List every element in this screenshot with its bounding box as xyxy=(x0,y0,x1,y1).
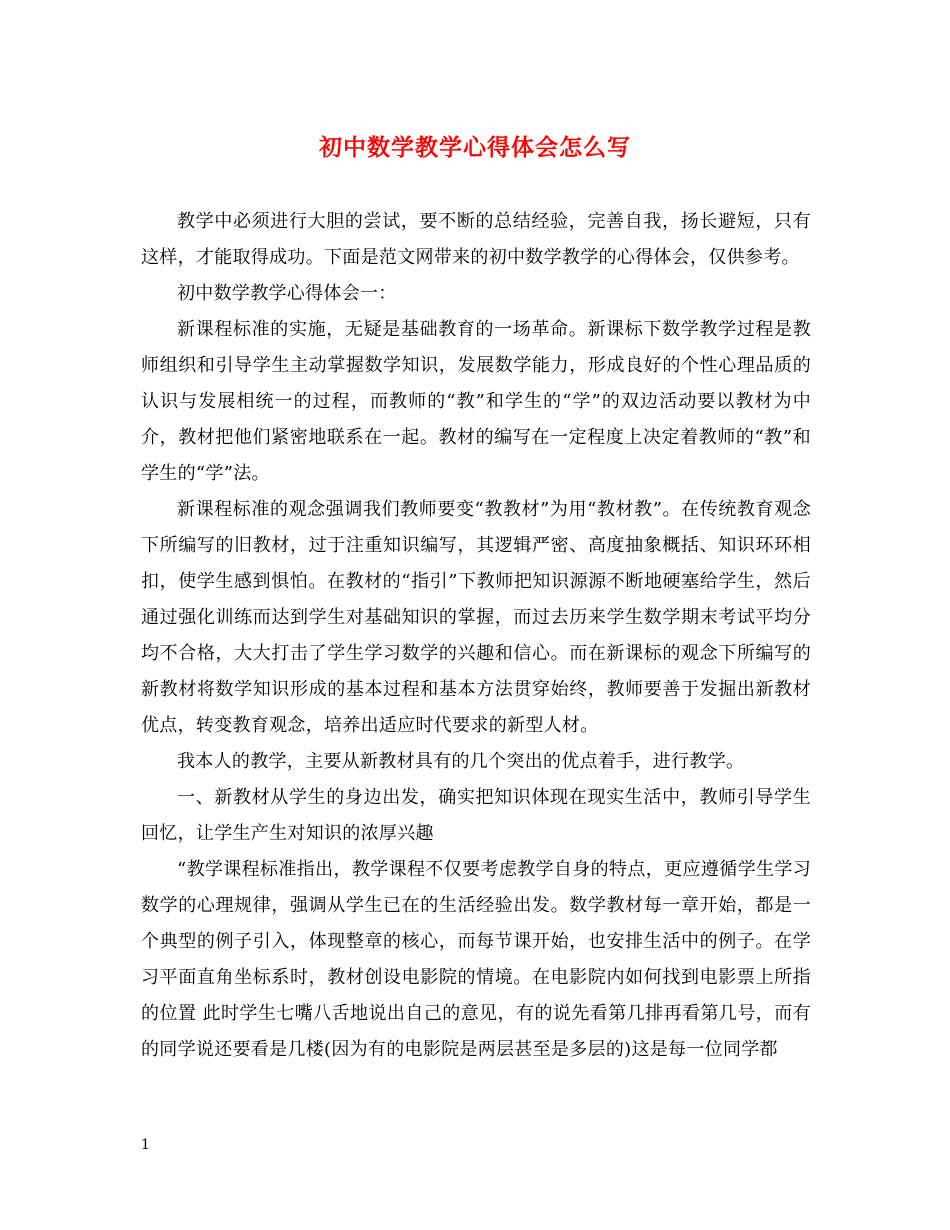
paragraph-4: 一、新教材从学生的身边出发，确实把知识体现在现实生活中，教师引导学生回忆，让学生产生对知识的浓厚兴趣 xyxy=(141,787,811,844)
paragraph-5: “教学课程标准指出，教学课程不仅要考虑教学自身的特点，更应遵循学生学习数学的心理规律，强调从学生已在的生活经验出发。数学教材每一章开始，都是一个典型的例子引入，体现整章的核心，而每节课开始，也安排生活中的例子。在学习平面直角坐标系时，教材创设电影院的情境。在电影院内如何找到电影票上所指的位置 此时学生七嘴八舌地说出自己的意见，有的说先看第几排再看第几号，而有的同学说还要看是几楼(因为有的电影院是两层甚至是多层的)这是每一位同学都 xyxy=(141,859,811,1060)
page-number: 1 xyxy=(141,1137,150,1153)
paragraph-section-heading: 初中数学教学心得体会一： xyxy=(177,283,397,304)
paragraph-intro: 教学中必须进行大胆的尝试，要不断的总结经验，完善自我，扬长避短，只有这样，才能取得成功。下面是范文网带来的初中数学教学的心得体会，仅供参考。 xyxy=(141,211,811,268)
paragraph-1: 新课程标准的实施，无疑是基础教育的一场革命。新课标下数学教学过程是教师组织和引导学生主动掌握数学知识，发展数学能力，形成良好的个性心理品质的认识与发展相统一的过程，而教师的“教”和学生的“学”的双边活动要以教材为中介，教材把他们紧密地联系在一起。教材的编写在一定程度上决定着教师的“教”和学生的“学”法。 xyxy=(141,319,811,484)
document-body xyxy=(141,204,811,1068)
paragraph-2: 新课程标准的观念强调我们教师要变“教教材”为用“教材教”。在传统教育观念下所编写的旧教材，过于注重知识编写，其逻辑严密、高度抽象概括、知识环环相扣，使学生感到惧怕。在教材的“指引”下教师把知识源源不断地硬塞给学生，然后通过强化训练而达到学生对基础知识的掌握，而过去历来学生数学期末考试平均分均不合格，大大打击了学生学习数学的兴趣和信心。而在新课标的观念下所编写的新教材将数学知识形成的基本过程和基本方法贯穿始终，教师要善于发掘出新教材优点，转变教育观念，培养出适应时代要求的新型人材。 xyxy=(141,499,811,736)
document-title: 初中数学教学心得体会怎么写 xyxy=(319,134,631,161)
paragraph-3: 我本人的教学，主要从新教材具有的几个突出的优点着手，进行教学。 xyxy=(177,751,745,772)
